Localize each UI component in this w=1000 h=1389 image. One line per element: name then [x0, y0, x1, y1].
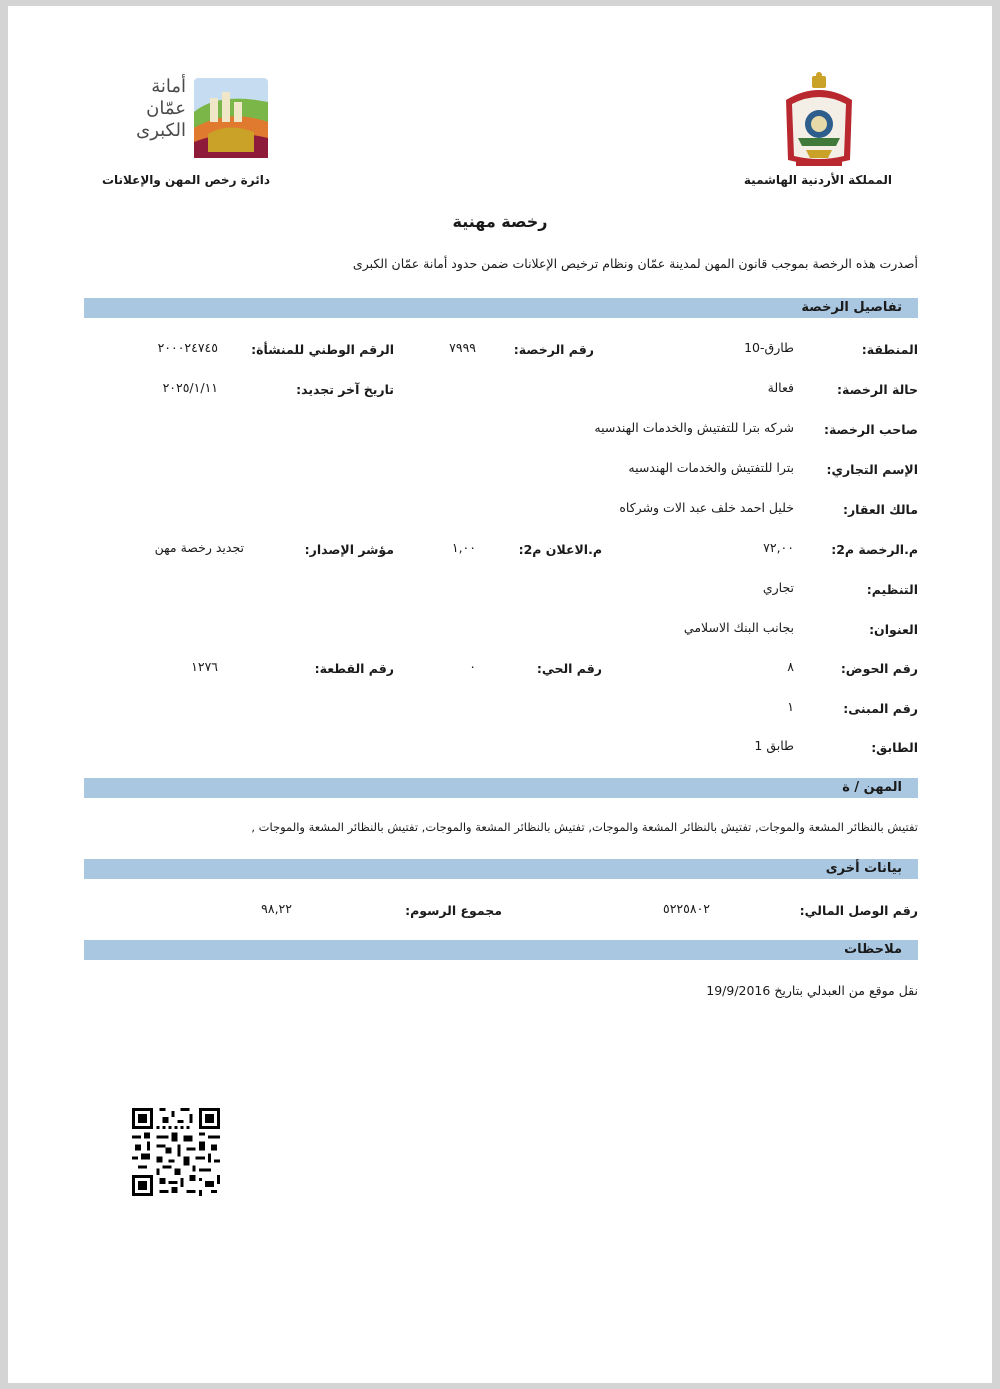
department-caption: دائرة رخص المهن والإعلانات: [101, 173, 270, 187]
total-fees-value: ٩٨,٢٢: [261, 901, 292, 916]
floor-value: طابق 1: [754, 738, 794, 753]
license-owner-value: شركه بترا للتفتيش والخدمات الهندسيه: [594, 420, 794, 435]
document-title: رخصة مهنية: [452, 212, 548, 231]
license-number-value: ٧٩٩٩: [449, 340, 476, 355]
plot-number-label: رقم القطعة:: [314, 661, 394, 676]
total-fees-label: مجموع الرسوم:: [405, 903, 502, 918]
section-bar-other-data: [84, 859, 918, 879]
section-title: المهن / ة: [842, 780, 902, 795]
plot-number-value: ١٢٧٦: [191, 659, 218, 674]
receipt-number-label: رقم الوصل المالي:: [799, 903, 918, 918]
address-label: العنوان:: [869, 622, 918, 637]
notes-text: نقل موقع من العبدلي بتاريخ 19/9/2016: [706, 983, 918, 998]
license-area-value: ٧٢,٠٠: [763, 540, 794, 555]
kingdom-caption: المملكة الأردنية الهاشمية: [743, 173, 892, 187]
last-renewal-value: ٢٠٢٥/١/١١: [162, 380, 218, 395]
trade-name-label: الإسم التجاري:: [826, 462, 918, 477]
license-status-value: فعالة: [767, 380, 794, 395]
license-owner-label: صاحب الرخصة:: [823, 422, 918, 437]
section-bar-professions: [84, 778, 918, 798]
district-number-label: رقم الحي:: [536, 661, 602, 676]
district-number-value: ٠: [469, 659, 476, 674]
zoning-label: التنظيم:: [866, 582, 918, 597]
license-number-label: رقم الرخصة:: [513, 342, 594, 357]
national-id-value: ٢٠٠٠٢٤٧٤٥: [157, 340, 218, 355]
region-value: طارق-10: [744, 340, 794, 355]
section-title: ملاحظات: [844, 942, 902, 957]
logo-line-1: أمانة: [151, 76, 186, 97]
ad-area-value: ١,٠٠: [451, 540, 476, 555]
floor-label: الطابق:: [871, 740, 918, 755]
logo-wordmark: [116, 76, 186, 142]
building-number-label: رقم المبنى:: [843, 701, 918, 716]
region-label: المنطقة:: [861, 342, 918, 357]
address-value: بجانب البنك الاسلامي: [683, 620, 794, 635]
jordan-coat-of-arms-icon: [776, 72, 862, 172]
national-id-label: الرقم الوطني للمنشأة:: [251, 342, 394, 357]
license-page: [8, 6, 992, 1383]
issue-indicator-value: تجديد رخصة مهن: [154, 540, 244, 555]
property-owner-label: مالك العقار:: [842, 502, 918, 517]
property-owner-value: خليل احمد خلف عبد الات وشركاه: [619, 500, 794, 515]
amman-municipality-logo: [116, 70, 276, 170]
basin-number-value: ٨: [787, 659, 794, 674]
logo-line-3: الكبرى: [136, 120, 186, 141]
last-renewal-label: تاريخ آخر تجديد:: [296, 382, 394, 397]
section-title: تفاصيل الرخصة: [801, 300, 902, 315]
basin-number-label: رقم الحوض:: [840, 661, 918, 676]
ad-area-label: م.الاعلان م2:: [518, 542, 602, 557]
license-area-label: م.الرخصة م2:: [831, 542, 918, 557]
professions-text: تفتيش بالنظائر المشعة والموجات, تفتيش بالنظائر المشعة والموجات, تفتيش بالنظائر المشعة والموجات, تفتيش بالنظائر المشعة والموجات ,: [251, 820, 918, 834]
section-bar-notes: [84, 940, 918, 960]
zoning-value: تجاري: [762, 580, 794, 595]
intro-text: أصدرت هذه الرخصة بموجب قانون المهن لمدينة عمّان ونظام ترخيص الإعلانات ضمن حدود أمانة عمّان الكبرى: [352, 256, 918, 271]
amman-logo-emblem-icon: [188, 72, 274, 164]
logo-line-2: عمّان: [146, 98, 186, 119]
issue-indicator-label: مؤشر الإصدار:: [304, 542, 394, 557]
qr-code-icon: [132, 1108, 220, 1196]
license-status-label: حالة الرخصة:: [837, 382, 918, 397]
building-number-value: ١: [787, 699, 794, 714]
trade-name-value: بترا للتفتيش والخدمات الهندسيه: [628, 460, 794, 475]
receipt-number-value: ٥٢٢٥٨٠٢: [663, 901, 710, 916]
section-bar-license-details: [84, 298, 918, 318]
section-title: بيانات أخرى: [825, 861, 902, 876]
